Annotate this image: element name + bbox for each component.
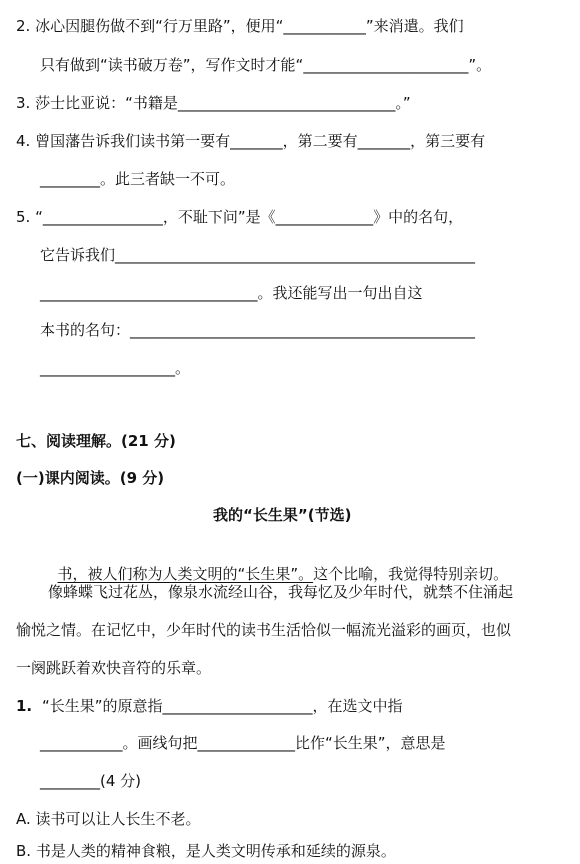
q5-line-4: 本书的名句：______________________________________________ <box>40 321 476 339</box>
q1-option-a: A. 读书可以让人长生不老。 <box>16 810 201 828</box>
q5-line-1: 5. “________________，不耻下问”是《_____________》中的名句， <box>16 208 464 226</box>
section-7-subheading: (一)课内阅读。(9 分) <box>16 469 165 487</box>
passage-paragraph-2-line-3: 一阕跳跃着欢快音符的乐章。 <box>16 659 212 677</box>
q1-option-b: B. 书是人类的精神食粮，是人类文明传承和延续的源泉。 <box>16 842 396 860</box>
passage-paragraph-2-line-2: 愉悦之情。在记忆中，少年时代的读书生活恰似一幅流光溢彩的画页，也似 <box>16 621 512 639</box>
q2-line-2: 只有做到“读书破万卷”，写作文时才能“______________________”。 <box>40 56 492 74</box>
q2-line-1: 2. 冰心因腿伤做不到“行万里路”，便用“___________”来消遣。我们 <box>16 17 464 35</box>
q1-line-3: ________(4 分) <box>40 772 142 790</box>
q5-line-5: __________________。 <box>40 359 191 377</box>
q3-line-1: 3. 莎士比亚说：“书籍是_____________________________。” <box>16 94 411 112</box>
q1-number: 1. <box>16 697 33 715</box>
q1-line-2: ___________。画线句把_____________比作“长生果”，意思是 <box>40 734 446 752</box>
section-7-heading: 七、阅读理解。(21 分) <box>16 432 176 450</box>
q5-line-3: _____________________________。我还能写出一句出自这 <box>40 284 423 302</box>
passage-paragraph-2-line-1: 像蜂蝶飞过花丛，像泉水流经山谷，我每忆及少年时代，就禁不住涌起 <box>48 583 514 601</box>
underlined-sentence: 书，被人们称为人类文明的“长生果”。 <box>57 565 314 583</box>
passage-paragraph-1 <box>48 544 508 584</box>
q1-line-1: “长生果”的原意指____________________，在选文中指 <box>42 697 403 715</box>
q4-line-1: 4. 曾国藩告诉我们读书第一要有_______，第二要有_______，第三要有 <box>16 132 486 150</box>
passage-title: 我的“长生果”(节选) <box>213 506 352 524</box>
q5-line-2: 它告诉我们________________________________________________ <box>40 246 476 264</box>
paragraph-1-rest: 这个比喻，我觉得特别亲切。 <box>313 565 509 583</box>
q4-line-2: ________。此三者缺一不可。 <box>40 170 236 188</box>
